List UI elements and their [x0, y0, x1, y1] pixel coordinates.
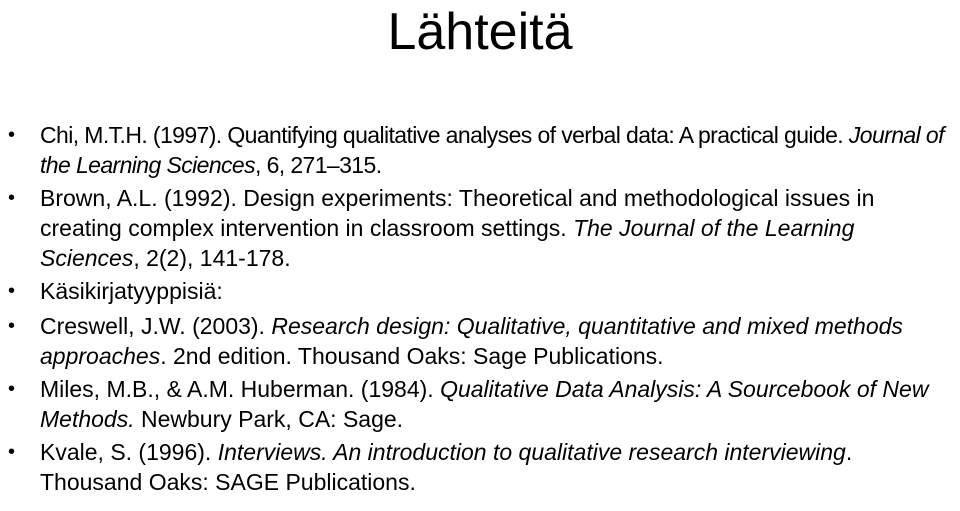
bullet-icon: •: [8, 315, 16, 337]
reference-text-part: Creswell, J.W. (2003).: [40, 313, 272, 339]
reference-item-section-label: [8, 276, 953, 306]
reference-item-creswell: [8, 311, 953, 371]
bullet-icon: •: [8, 187, 16, 209]
reference-list: [8, 120, 953, 500]
reference-item-kvale: [8, 437, 953, 497]
reference-text-part: , 2(2), 141-178.: [133, 245, 291, 271]
reference-journal: The Journal of the Learning Sciences: [40, 215, 855, 271]
bullet-icon: •: [8, 378, 16, 400]
reference-item-brown: [8, 183, 953, 273]
reference-item-chi: [8, 120, 953, 180]
reference-text: [40, 376, 928, 432]
bullet-icon: •: [8, 124, 15, 146]
reference-text-part: Brown, A.L. (1992). Design experiments: Theoretical and methodological issues in creating complex intervention in classroom settings.: [40, 185, 875, 241]
reference-book-title: Interviews. An introduction to qualitative research interviewing: [217, 439, 846, 465]
reference-text-part: Chi, M.T.H. (1997). Quantifying qualitative analyses of verbal data: A practical guide.: [40, 122, 849, 148]
reference-text-part: Miles, M.B., & A.M. Huberman. (1984).: [40, 376, 441, 402]
reference-book-title: Qualitative Data Analysis: A Sourcebook of New Methods.: [40, 376, 929, 432]
reference-book-title: Research design: Qualitative, quantitative and mixed methods approaches: [40, 313, 903, 369]
reference-text-part: . 2nd edition. Thousand Oaks: Sage Publications.: [160, 343, 664, 369]
reference-text-part: , 6, 271–315.: [255, 152, 382, 178]
reference-text-part: . Thousand Oaks: SAGE Publications.: [40, 439, 853, 495]
bullet-icon: •: [8, 441, 16, 463]
section-label: Käsikirjatyyppisiä:: [40, 278, 223, 304]
bullet-icon: •: [8, 280, 16, 302]
reference-item-miles: [8, 374, 953, 434]
reference-text: [40, 313, 903, 369]
reference-text: [40, 122, 944, 178]
reference-text: [40, 185, 874, 271]
reference-text-part: Newbury Park, CA: Sage.: [134, 406, 404, 432]
slide-title: Lähteitä: [387, 3, 573, 61]
reference-text-part: Kvale, S. (1996).: [40, 439, 218, 465]
reference-text: [40, 439, 852, 495]
reference-journal: Journal of the Learning Sciences: [40, 122, 944, 178]
